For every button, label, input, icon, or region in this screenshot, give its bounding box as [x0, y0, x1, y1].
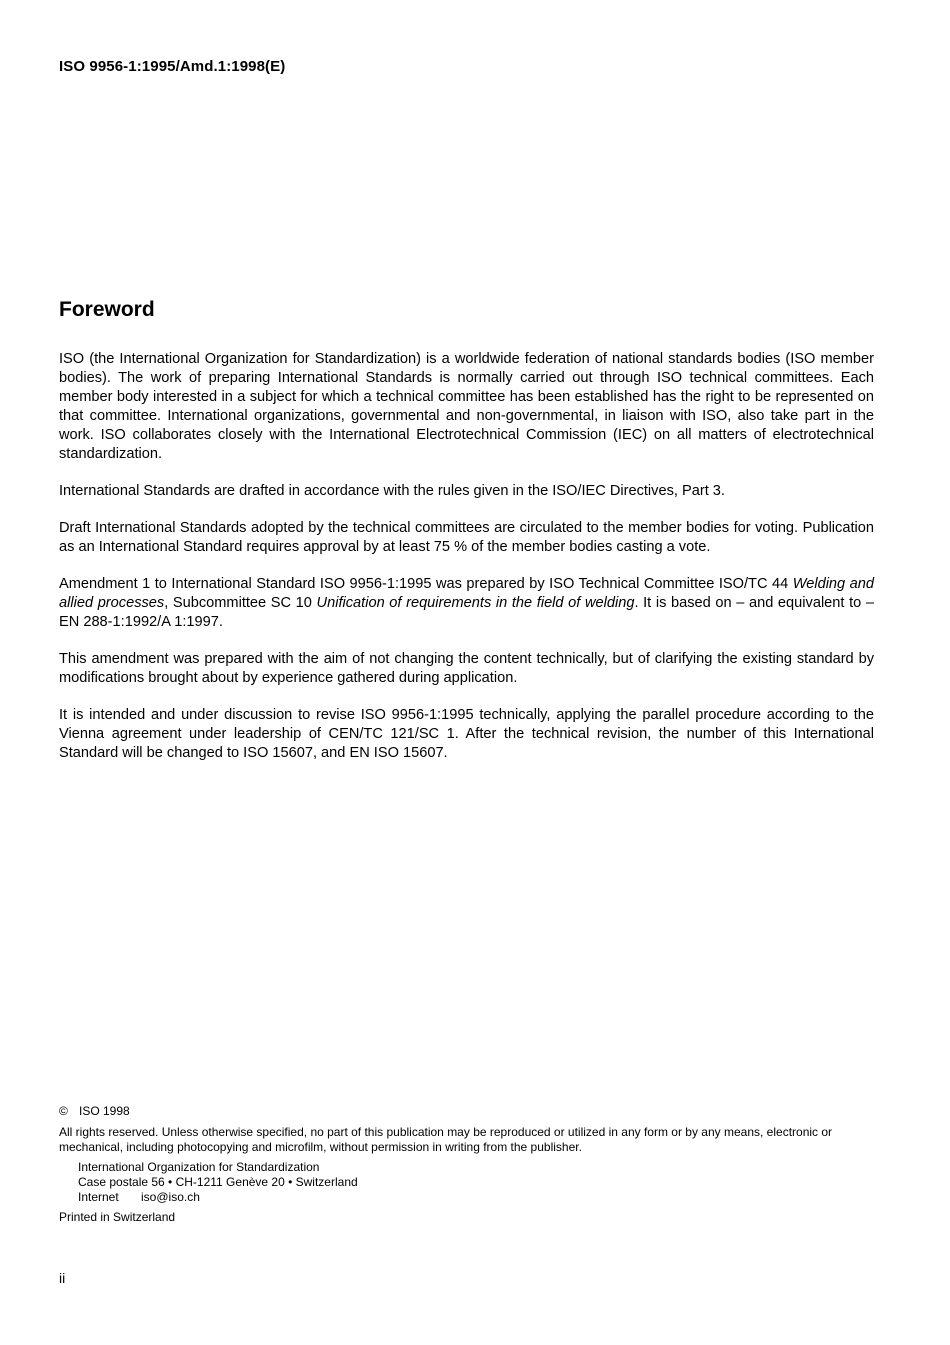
paragraph-amendment [59, 575, 874, 632]
copyright-footer [59, 1104, 874, 1225]
printed-location: Printed in Switzerland [59, 1210, 176, 1224]
foreword-body [59, 350, 874, 763]
paragraph-directives: International Standards are drafted in accordance with the rules given in the ISO/IEC Directives, Part 3. [59, 483, 725, 499]
copyright-line [59, 1104, 874, 1119]
org-address: Case postale 56 • CH-1211 Genève 20 • Switzerland [78, 1175, 358, 1189]
amendment-text-1: Amendment 1 to International Standard ISO 9956-1:1995 was prepared by ISO Technical Committee ISO/TC 44 [59, 576, 793, 592]
page-number: ii [59, 1270, 66, 1286]
copyright-text: ISO 1998 [79, 1104, 130, 1118]
copyright-symbol: © [59, 1104, 68, 1118]
paragraph-amendment-aim: This amendment was prepared with the aim of not changing the content technically, but of clarifying the existing standard by modifications brought about by experience gathered during application. [59, 651, 874, 686]
paragraph-draft-standards: Draft International Standards adopted by the technical committees are circulated to the member bodies for voting. Publication as an International Standard requires approval by at least 75 % of the member bodies casting a vote. [59, 520, 874, 555]
amendment-committee-title: Welding and allied processes [59, 576, 874, 611]
org-name: International Organization for Standardization [78, 1160, 320, 1174]
page-title: Foreword [59, 298, 155, 321]
paragraph-revision: It is intended and under discussion to revise ISO 9956-1:1995 technically, applying the parallel procedure according to the Vienna agreement under leadership of CEN/TC 121/SC 1. After the technical revision, the number of this International Standard will be changed to ISO 15607, and EN ISO 15607. [59, 707, 874, 761]
amendment-text-3: . It is based on – and equivalent to – EN 288-1:1992/A 1:1997. [59, 595, 874, 630]
amendment-text-2: , Subcommittee SC 10 [164, 595, 317, 611]
amendment-subcommittee-title: Unification of requirements in the field of welding [316, 595, 635, 611]
publisher-address [78, 1160, 874, 1205]
internet-email: iso@iso.ch [141, 1190, 200, 1204]
internet-line [78, 1190, 874, 1205]
rights-notice: All rights reserved. Unless otherwise specified, no part of this publication may be reproduced or utilized in any form or by any means, electronic or mechanical, including photocopying and microfilm, without permission in writing from the publisher. [59, 1125, 833, 1154]
internet-label: Internet [78, 1190, 119, 1204]
document-header: ISO 9956-1:1995/Amd.1:1998(E) [59, 58, 286, 75]
paragraph-iso-intro: ISO (the International Organization for Standardization) is a worldwide federation of national standards bodies (ISO member bodies). The work of preparing International Standards is normally carried out through ISO technical committees. Each member body interested in a subject for which a technical committee has been established has the right to be represented on that committee. International organizations, governmental and non-governmental, in liaison with ISO, also take part in the work. ISO collaborates closely with the International Electrotechnical Commission (IEC) on all matters of electrotechnical standardization. [59, 351, 874, 462]
